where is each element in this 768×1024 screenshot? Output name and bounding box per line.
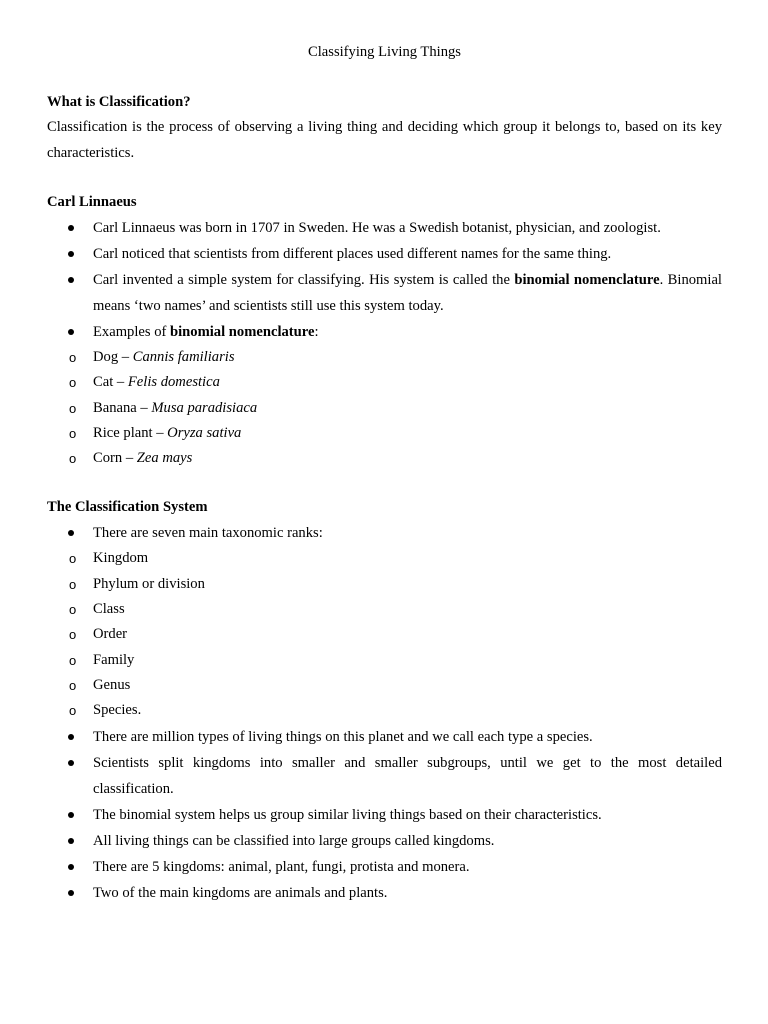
rank-item xyxy=(47,673,722,698)
bold-term: binomial nomenclature xyxy=(170,324,315,340)
system-list-bottom xyxy=(47,724,722,906)
circle-bullet-icon: o xyxy=(69,350,77,365)
system-list-top xyxy=(47,520,722,546)
rank-item xyxy=(47,648,722,673)
example-item xyxy=(47,345,722,370)
circle-bullet-icon: o xyxy=(69,602,77,618)
list-item xyxy=(47,724,722,750)
circle-bullet-icon: o xyxy=(69,576,77,592)
rank-label: Kingdom xyxy=(93,550,149,567)
bullet-icon xyxy=(68,734,74,740)
rank-label: Order xyxy=(93,626,128,643)
bullet-text: Scientists split kingdoms into smaller and smaller subgroups, until we get to the most detailed classification. xyxy=(93,754,722,797)
circle-bullet-icon: o xyxy=(69,551,77,567)
common-name: Corn – xyxy=(93,450,137,467)
latin-name: Cannis familiaris xyxy=(132,349,235,365)
circle-bullet-icon: o xyxy=(69,425,77,441)
list-item xyxy=(47,319,722,345)
bullet-icon xyxy=(68,890,74,896)
rank-item xyxy=(47,546,722,571)
classification-definition: Classification is the process of observing a living thing and deciding which group it belongs to, based on its key characteristics. xyxy=(47,119,722,161)
bullet-icon xyxy=(68,251,74,257)
example-item xyxy=(47,446,722,471)
list-item xyxy=(47,241,722,267)
circle-bullet-icon: o xyxy=(69,451,77,467)
section-heading-what-is-classification: What is Classification? xyxy=(47,94,191,110)
bold-term: binomial nomenclature xyxy=(514,272,660,288)
bullet-icon xyxy=(68,225,74,231)
common-name: Rice plant – xyxy=(93,424,168,441)
bullet-text: Carl invented a simple system for classifying. His system is called the xyxy=(93,272,515,288)
latin-name: Felis domestica xyxy=(127,374,220,391)
list-item xyxy=(47,215,722,241)
example-item xyxy=(47,396,722,421)
common-name: Banana – xyxy=(93,399,152,416)
bullet-icon xyxy=(68,329,74,335)
list-item xyxy=(47,750,722,802)
common-name: Cat – xyxy=(93,374,128,391)
list-item xyxy=(47,880,722,906)
circle-bullet-icon: o xyxy=(69,652,77,668)
circle-bullet-icon: o xyxy=(69,677,77,693)
bullet-icon xyxy=(68,838,74,844)
bullet-text: Examples of xyxy=(93,324,171,340)
latin-name: Oryza sativa xyxy=(167,424,242,441)
latin-name: Musa paradisiaca xyxy=(151,399,258,416)
rank-label: Class xyxy=(93,601,125,618)
latin-name: Zea mays xyxy=(136,450,193,467)
circle-bullet-icon: o xyxy=(69,703,77,719)
bullet-icon xyxy=(68,864,74,870)
bullet-text: Carl Linnaeus was born in 1707 in Sweden. He was a Swedish botanist, physician, and zoologist. xyxy=(93,220,661,236)
rank-item xyxy=(47,622,722,647)
bullet-text: Two of the main kingdoms are animals and plants. xyxy=(93,884,388,901)
rank-label: Phylum or division xyxy=(93,575,205,592)
linnaeus-list xyxy=(47,215,722,345)
examples-list xyxy=(47,345,722,471)
list-item xyxy=(47,267,722,319)
bullet-icon xyxy=(68,277,74,283)
example-item xyxy=(47,370,722,395)
list-item xyxy=(47,854,722,880)
spacer xyxy=(47,471,722,495)
list-item xyxy=(47,802,722,828)
bullet-icon xyxy=(68,760,74,766)
bullet-icon xyxy=(68,530,74,536)
circle-bullet-icon: o xyxy=(69,375,77,391)
bullet-text: There are seven main taxonomic ranks: xyxy=(93,525,323,542)
rank-item xyxy=(47,698,722,723)
rank-label: Species. xyxy=(93,702,142,719)
rank-item xyxy=(47,572,722,597)
bullet-text: There are 5 kingdoms: animal, plant, fungi, protista and monera. xyxy=(93,858,470,875)
bullet-icon xyxy=(68,812,74,818)
bullet-text: The binomial system helps us group similar living things based on their characteristics. xyxy=(93,806,602,823)
section-heading-classification-system: The Classification System xyxy=(47,499,208,516)
list-item xyxy=(47,520,722,546)
document-page xyxy=(47,40,722,906)
ranks-list xyxy=(47,546,722,723)
bullet-text: There are million types of living things on this planet and we call each type a species. xyxy=(93,728,593,745)
common-name: Dog – xyxy=(93,349,133,365)
rank-label: Family xyxy=(93,651,135,668)
rank-item xyxy=(47,597,722,622)
rank-label: Genus xyxy=(93,676,131,693)
bullet-text: . Binomial means ‘two names’ and scientists still use this system today. xyxy=(93,272,722,314)
spacer xyxy=(47,166,722,190)
list-item xyxy=(47,828,722,854)
circle-bullet-icon: o xyxy=(69,627,77,643)
section-heading-carl-linnaeus: Carl Linnaeus xyxy=(47,194,137,210)
bullet-text: : xyxy=(314,324,319,340)
bullet-text: All living things can be classified into large groups called kingdoms. xyxy=(93,832,495,849)
page-title: Classifying Living Things xyxy=(308,44,461,60)
bullet-text: Carl noticed that scientists from different places used different names for the same thing. xyxy=(93,246,612,262)
circle-bullet-icon: o xyxy=(69,400,77,416)
example-item xyxy=(47,421,722,446)
